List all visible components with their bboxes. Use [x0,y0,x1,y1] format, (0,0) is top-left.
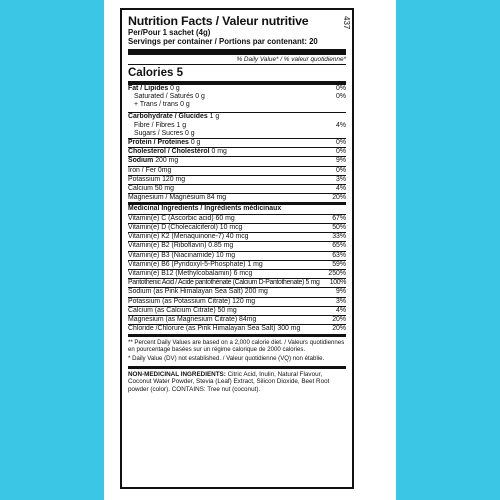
nutrient-amount: 1 g [209,113,220,121]
calories: Calories 5 [128,64,346,81]
nutrient-row-sugars [128,130,346,138]
nutrient-row-magnesium [128,193,346,202]
medicinal-row [128,306,346,315]
medicinal-row [128,269,346,278]
nutrient-dv: 0% [336,93,346,101]
medicinal-label: Vitamin(e) C (Ascorbic acid) 60 mg [128,214,235,222]
ingredients-label: NON-MEDICINAL INGREDIENTS: [128,370,226,378]
medicinal-dv: 100% [329,279,346,287]
nutrient-amount: 1 g [176,121,187,129]
nutrient-row-protein [128,138,346,147]
daily-value-header: % Daily Value* / % valeur quotidienne* [236,55,346,63]
footnote-dv-not-established: * Daily Value (DV) not established. / Valeur quotidienne (VQ) non établie. [128,355,325,363]
servings-per-container: Servings per container / Portions par contenant: 20 [128,37,318,47]
nutrient-amount: 120 mg [162,175,186,183]
medicinal-row [128,324,346,333]
footnote-daily-values: ** Percent Daily Values are based on a 2,000 calorie diet. / Valeurs quotidiennes en pourcentage basées sur un régime calorique de 2000 calories. [128,338,345,353]
medicinal-dv: 59% [332,260,346,268]
medium-divider [128,334,346,337]
serving-size: Per/Pour 1 sachet (4g) [128,28,211,37]
nutrient-row-fat [128,84,346,93]
nutrient-amount: 84 mg [206,194,227,202]
medicinal-row [128,251,346,260]
medicinal-dv: 50% [332,224,346,232]
left-accent-band [0,0,104,500]
medium-divider [128,366,346,369]
right-accent-band [396,0,500,500]
nutrient-row-iron [128,166,346,175]
nutrient-dv: 4% [336,185,346,193]
medicinal-label: Magnesium (as Magnesium Citrate) 84mg [128,316,257,324]
nutrient-label: Protein / Proteines [128,139,189,147]
nutrient-amount: 0 g [195,93,205,101]
medicinal-dv: 250% [328,270,346,278]
medicinal-row [128,223,346,232]
nutrient-row-carbohydrate [128,112,346,121]
nutrient-row-cholesterol [128,147,346,156]
medicinal-dv: 63% [332,251,346,259]
medicinal-label: Pantothenic Acid / Acide pantothénate (Calcium D-Pantothenate) 5 mg [128,279,320,287]
nutrient-row-trans [128,101,346,109]
medicinal-row [128,278,346,287]
nutrient-row-potassium [128,175,346,184]
medicinal-label: Sodium (as Pink Himalayan Sea Salt) 200 mg [128,288,268,296]
medicinal-row [128,315,346,324]
nutrient-dv: 9% [336,157,346,165]
medicinal-dv: 3% [336,297,346,305]
nutrient-label: Saturated / Saturés [134,93,194,101]
nutrition-facts-panel [120,8,354,489]
medicinal-label: Vitamin(e) B3 (Niacinamide) 10 mg [128,251,236,259]
nutrient-label: Fibre / Fibres [134,121,175,129]
medicinal-dv: 65% [332,242,346,250]
medicinal-ingredients-header: Medicinal Ingredients / Ingrédients médicinaux [128,205,282,213]
medicinal-row [128,260,346,269]
medicinal-row [128,287,346,296]
medicinal-label: Vitamin(e) B2 (Riboflavin) 0.85 mg [128,242,234,250]
nutrient-amount: 0 g [184,129,195,137]
ingredients-text: Citric Acid, Inulin, Natural Flavour, Coconut Water Powder, Stevia (Leaf) Extract, Silicon Dioxide, Beet Root powder (color). CONTAINS: Tree nut (coconut). [128,370,330,393]
nutrient-label: Sodium [128,157,154,165]
medicinal-label: Vitamin(e) K2 (Menaquinone-7) 40 mcg [128,233,249,241]
medicinal-label: Vitamin(e) D (Cholecalciferol) 10 mcg [128,224,243,232]
nutrient-row-sodium [128,156,346,165]
nutrient-row-saturated [128,93,346,101]
medicinal-dv: 4% [336,306,346,314]
medicinal-dv: 33% [332,233,346,241]
nutrient-label: Carbohydrate / Glucides [128,113,208,121]
nutrient-label: Calcium [128,185,153,193]
nutrient-amount: 0mg [157,166,172,174]
medicinal-label: Vitamin(e) B6 (Pyridoxyl-5-Phosphate) 1 mg [128,260,263,268]
non-medicinal-ingredients [128,371,346,394]
medicinal-row [128,241,346,250]
nutrient-dv: 0% [336,148,346,156]
nutrient-dv: 0% [336,84,346,92]
nutrient-amount: 0 g [170,84,180,92]
nutrient-amount: 0 g [180,101,190,109]
nutrient-dv: 0% [336,139,346,147]
nutrient-label: Fat / Lipides [128,84,169,92]
nutrient-label: Cholesterol / Cholestérol [128,148,210,156]
medicinal-dv: 20% [332,325,346,333]
medicinal-dv: 20% [332,316,346,324]
nutrient-label: Potassium [128,175,161,183]
nutrient-amount: 200 mg [155,157,179,165]
medicinal-row [128,214,346,223]
nutrient-dv: 4% [336,121,346,129]
nutrient-label: Sugars / Sucres [134,129,184,137]
nutrient-row-fibre [128,122,346,130]
lot-code: 437 [342,16,351,30]
nutrient-label: Iron / Fer [128,166,156,174]
nutrient-amount: 0 mg [211,148,227,156]
medicinal-dv: 67% [332,214,346,222]
nutrient-dv: 0% [336,166,346,174]
medicinal-row [128,297,346,306]
nutrient-dv: 20% [332,194,346,202]
nutrient-amount: 50 mg [154,185,174,193]
medicinal-row [128,232,346,241]
panel-title: Nutrition Facts / Valeur nutritive [128,14,309,28]
nutrient-dv: 3% [336,175,346,183]
medicinal-dv: 9% [336,288,346,296]
medicinal-label: Chloride /Chlorure (as Pink Himalayan Sea Salt) 300 mg [128,325,301,333]
nutrient-row-calcium [128,184,346,193]
medicinal-label: Vitamin(e) B12 (Methylcobalamin) 6 mcg [128,270,253,278]
medicinal-label: Potassium (as Potassium Citrate) 120 mg [128,297,256,305]
nutrient-label: Magnesium / Magnésium [128,194,205,202]
medicinal-label: Calcium (as Calcium Citrate) 50 mg [128,306,237,314]
nutrient-amount: 0 g [190,139,201,147]
nutrient-label: + Trans / trans [134,101,179,109]
